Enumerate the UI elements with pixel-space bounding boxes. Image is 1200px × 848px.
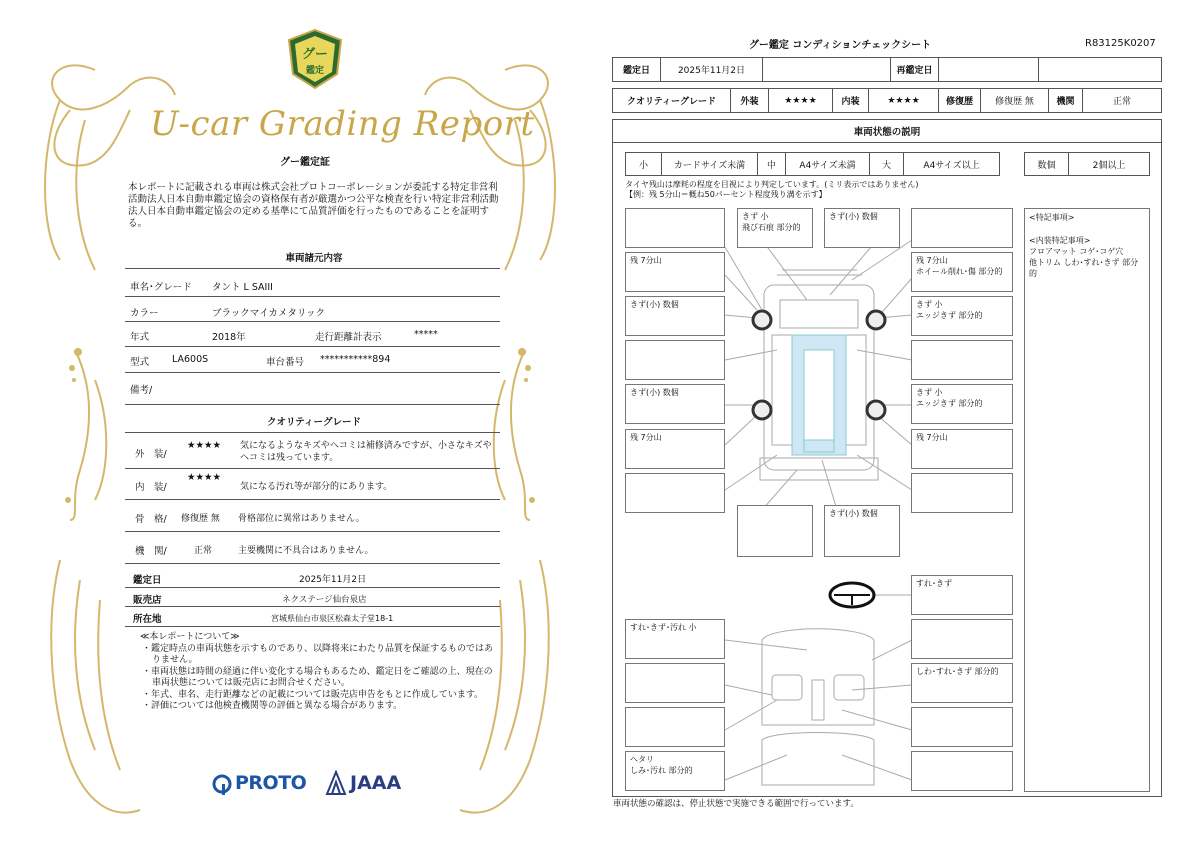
tire-rear-left: 残 7分山 (625, 429, 725, 469)
appraisal-date-label: 鑑定日 (613, 58, 661, 81)
exterior-stars: ★★★★ (769, 89, 833, 112)
interior-note-item: 他トリム しわ･すれ･きず 部分的 (1029, 258, 1139, 278)
size-legend (625, 152, 1000, 176)
damage-box-empty (625, 663, 725, 703)
tire-front-left: 残 7分山 (625, 252, 725, 292)
exterior-label: 外 装/ (135, 449, 167, 460)
jaaa-logo-icon (325, 770, 347, 796)
engine-value: 正常 (194, 546, 213, 556)
divider (125, 563, 500, 564)
note-item: ・年式、車名、走行距離などの記載については販売店申告をもとに作成しています。 (142, 689, 484, 700)
damage-box-empty (625, 473, 725, 513)
damage-box-dashboard: すれ･きず･汚れ 小 (625, 619, 725, 659)
damage-box-rear-seat: ヘタリ しみ･汚れ 部分的 (625, 751, 725, 791)
divider (125, 587, 500, 588)
engine-label: 機 関/ (135, 546, 167, 557)
model-value: LA600S (172, 354, 209, 365)
mileage-value: ***** (414, 329, 438, 340)
exterior-label: 外装 (731, 89, 769, 112)
frame-value: 修復歴 無 (181, 514, 220, 524)
report-notes (140, 632, 495, 713)
engine-text: 主要機関に不具合はありません。 (238, 546, 374, 556)
divider (125, 606, 500, 607)
frame-label: 骨 格/ (135, 514, 167, 525)
shop-value: ネクステージ仙台泉店 (282, 595, 367, 605)
appraisal-date-label: 鑑定日 (133, 575, 162, 586)
legend-mid: 中 (758, 153, 786, 175)
damage-box-rear: きず(小) 数個 (824, 505, 900, 557)
damage-box-front-bumper: きず 小 飛び石痕 部分的 (737, 208, 813, 248)
address-label: 所在地 (133, 614, 162, 625)
engine-value: 正常 (1112, 97, 1131, 107)
divider (125, 468, 500, 469)
damage-box-empty (911, 208, 1013, 248)
divider (125, 346, 500, 347)
divider (125, 296, 500, 297)
damage-box-empty (625, 707, 725, 747)
color-label: カラー (130, 308, 159, 319)
appraisal-date-row (612, 57, 1162, 82)
legend-mid-desc: A4サイズ未満 (786, 153, 870, 175)
certificate-text: 本レポートに記載される車両は株式会社プロトコーポレーションが委託する特定非営利活動法人日本自動車鑑定協会の資格保有者が厳選かつ公平な検査を行い特定非営利活動法人日本自動車鑑定協会の定める基準にて品質評価を行ったものであることを証明する。 (128, 182, 499, 229)
damage-box-empty (737, 505, 813, 557)
interior-text: 気になる汚れ等が部分的にあります。 (240, 482, 393, 492)
note-item: ・評価については他検査機関等の評価と異なる場合があります。 (142, 701, 403, 711)
damage-box-right-door: きず 小 エッジきず 部分的 (911, 384, 1013, 424)
car-name-value: タント L SAIII (212, 282, 273, 293)
reappraisal-date-label: 再鑑定日 (891, 58, 939, 81)
count-legend (1024, 152, 1150, 176)
damage-box-steering: すれ･きず (911, 575, 1013, 615)
divider (125, 321, 500, 322)
damage-box-front-right: きず(小) 数個 (824, 208, 900, 248)
quality-grade-row (612, 88, 1162, 113)
damage-box-empty (911, 340, 1013, 380)
divider (125, 531, 500, 532)
exterior-stars: ★★★★ (187, 440, 222, 451)
damage-box-empty (911, 707, 1013, 747)
legend-small-desc: カードサイズ未満 (662, 153, 758, 175)
repair-history-value: 修復歴 無 (981, 89, 1049, 112)
year-label: 年式 (130, 332, 150, 343)
divider (125, 626, 500, 627)
damage-box-left-fender: きず(小) 数個 (625, 296, 725, 336)
proto-logo: PROTO (235, 772, 307, 794)
legend-count: 数個 (1025, 153, 1069, 175)
divider (125, 499, 500, 500)
quality-grade-label: クオリティーグレード (613, 89, 731, 112)
note-item: ・車両状態は時間の経過に伴い変化する場合もあるため、鑑定日をご確認の上、現在の車両状態については販売店にお問合せください。 (142, 666, 493, 688)
note-item: ・鑑定時点の車両状態を示すものであり、以降将来にわたり品質を保証するものではありません。 (142, 643, 494, 665)
address-value: 宮城県仙台市泉区松森太子堂18-1 (271, 614, 394, 623)
jaaa-logo: JAAA (350, 772, 402, 794)
reappraisal-date-value (939, 58, 1039, 81)
tire-rear-right: 残 7分山 (911, 429, 1013, 469)
certificate-heading: グー鑑定証 (280, 157, 330, 168)
bottom-note: 車両状態の確認は、停止状態で実施できる範囲で行っています。 (613, 799, 859, 809)
legend-count-desc: 2個以上 (1092, 160, 1126, 171)
exterior-text: 気になるようなキズやヘコミは補修済みですが、小さなキズやヘコミは残っています。 (240, 441, 492, 463)
damage-box-empty (625, 340, 725, 380)
model-label: 型式 (130, 357, 150, 368)
svg-text:グー: グー (301, 47, 329, 62)
spec-section-title: 車両諸元内容 (285, 253, 343, 264)
interior-label: 内 装/ (135, 482, 167, 493)
special-notes-panel (1024, 208, 1150, 792)
blank-cell (763, 58, 891, 81)
interior-stars: ★★★★ (869, 89, 939, 112)
tire-front-right: 残 7分山 ホイール削れ･傷 部分的 (911, 252, 1013, 292)
year-value: 2018年 (212, 332, 246, 343)
divider (125, 268, 500, 269)
sheet-code: R83125K0207 (1085, 38, 1156, 49)
mileage-label: 走行距離計表示 (315, 332, 382, 343)
divider (125, 372, 500, 373)
damage-box-front-seat: しわ･すれ･きず 部分的 (911, 663, 1013, 703)
blank-cell (1039, 58, 1161, 81)
interior-label: 内装 (833, 89, 869, 112)
chassis-value: ***********894 (320, 354, 391, 365)
appraisal-date-value: 2025年11月2日 (661, 58, 763, 81)
chassis-label: 車台番号 (266, 357, 305, 368)
damage-box-empty (625, 208, 725, 248)
sheet-title: グー鑑定 コンディションチェックシート (748, 40, 932, 51)
quality-section-title: クオリティーグレード (266, 417, 362, 428)
notes-title: ≪本レポートについて≫ (140, 632, 240, 642)
remarks-label: 備考/ (130, 385, 153, 396)
damage-box-left-door: きず(小) 数個 (625, 384, 725, 424)
condition-section-title: 車両状態の説明 (612, 119, 1162, 143)
special-notes-title: <特記事項> (1029, 213, 1075, 222)
interior-note-item: フロアマット コゲ･コゲ穴 (1029, 247, 1124, 256)
shop-label: 販売店 (133, 595, 162, 606)
tire-example-note: 【例：残 5分山＝概ね50パーセント程度残り溝を示す】 (625, 190, 827, 199)
appraisal-date-value: 2025年11月2日 (299, 575, 367, 585)
engine-label: 機関 (1049, 89, 1083, 112)
damage-box-empty (911, 751, 1013, 791)
damage-box-right-fender: きず 小 エッジきず 部分的 (911, 296, 1013, 336)
interior-stars: ★★★★ (187, 472, 222, 483)
proto-logo-icon (212, 774, 232, 796)
tire-note: タイヤ残山は摩耗の程度を目視により判定しています。(ミリ表示ではありません) (625, 180, 919, 189)
damage-box-empty (911, 473, 1013, 513)
car-name-label: 車名･グレード (130, 282, 192, 293)
divider (125, 404, 500, 405)
divider (125, 432, 500, 433)
interior-notes-title: <内装特記事項> (1029, 236, 1091, 245)
goo-appraisal-badge-logo (285, 28, 345, 90)
frame-text: 骨格部位に異常はありません。 (238, 514, 365, 524)
svg-text:鑑定: 鑑定 (305, 66, 325, 76)
legend-small: 小 (626, 153, 662, 175)
legend-large-desc: A4サイズ以上 (923, 160, 980, 171)
report-script-title: U-car Grading Report (150, 104, 535, 144)
legend-large: 大 (870, 153, 904, 175)
color-value: ブラックマイカメタリック (212, 308, 325, 319)
repair-history-label: 修復歴 (939, 89, 981, 112)
damage-box-empty (911, 619, 1013, 659)
